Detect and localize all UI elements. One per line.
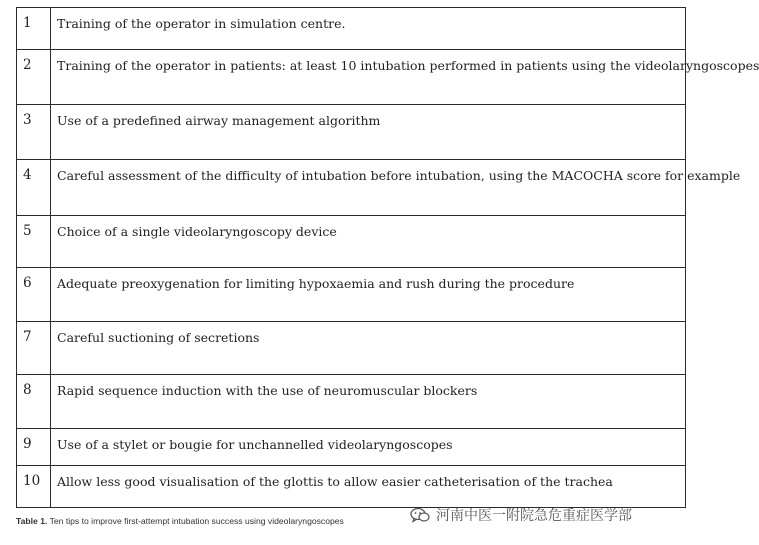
row-number: 10: [17, 466, 51, 508]
row-number: 6: [17, 268, 51, 322]
table-caption: [16, 516, 344, 526]
tips-table: [16, 7, 759, 508]
row-text: Careful suctioning of secretions: [51, 322, 686, 375]
table-row: [17, 429, 686, 466]
row-text: Training of the operator in patients: at least 10 intubation performed in patients using the videolaryngoscopes: [51, 50, 686, 105]
watermark: [410, 505, 632, 525]
row-number: 1: [17, 8, 51, 50]
table-row: [17, 216, 686, 268]
watermark-text: 河南中医一附院急危重症医学部: [436, 508, 632, 524]
caption-text: Ten tips to improve first-attempt intubation success using videolaryngoscopes: [49, 516, 344, 526]
row-text: Allow less good visualisation of the glottis to allow easier catheterisation of the trachea: [51, 466, 686, 508]
row-number: 4: [17, 160, 51, 216]
row-text: Training of the operator in simulation centre.: [51, 8, 686, 50]
row-number: 9: [17, 429, 51, 466]
row-number: 8: [17, 375, 51, 429]
row-number: 2: [17, 50, 51, 105]
row-text: Careful assessment of the difficulty of intubation before intubation, using the MACOCHA score for example: [51, 160, 686, 216]
row-number: 5: [17, 216, 51, 268]
row-text: Use of a stylet or bougie for unchannelled videolaryngoscopes: [51, 429, 686, 466]
table-row: [17, 268, 686, 322]
table-row: [17, 466, 686, 508]
row-text: Adequate preoxygenation for limiting hypoxaemia and rush during the procedure: [51, 268, 686, 322]
row-number: 7: [17, 322, 51, 375]
row-number: 3: [17, 105, 51, 160]
caption-label: Table 1.: [16, 516, 48, 526]
table-row: [17, 322, 686, 375]
table-row: [17, 160, 686, 216]
table-row: [17, 375, 686, 429]
row-text: Use of a predefined airway management algorithm: [51, 105, 686, 160]
table-row: [17, 50, 686, 105]
row-text: Choice of a single videolaryngoscopy device: [51, 216, 686, 268]
table-row: [17, 105, 686, 160]
row-text: Rapid sequence induction with the use of neuromuscular blockers: [51, 375, 686, 429]
table-row: [17, 8, 686, 50]
wechat-icon: [410, 507, 430, 523]
